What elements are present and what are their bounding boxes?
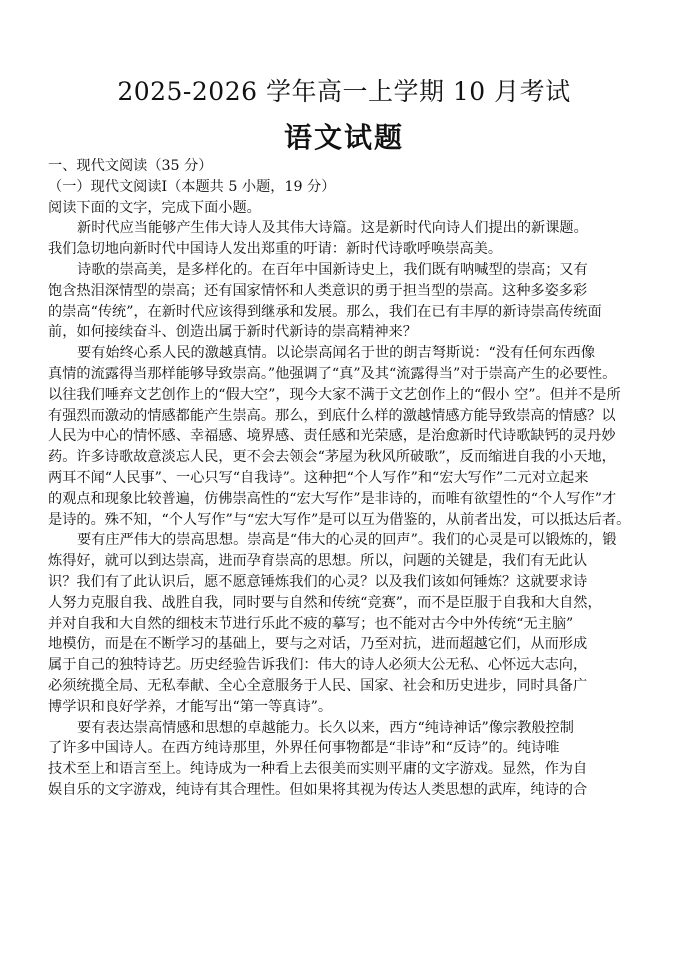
section-heading: 一、现代文阅读（35 分） bbox=[48, 158, 213, 174]
subject-title: 语文试题 bbox=[283, 121, 404, 154]
paragraph-line: 娱自乐的文字游戏，纯诗有其合理性。但如果将其视为传达人类思想的武库，纯诗的合 bbox=[48, 781, 588, 798]
instruction-text: 阅读下面的文字，完成下面小题。 bbox=[48, 199, 261, 216]
exam-title: 2025-2026 学年高一上学期 10 月考试 bbox=[117, 77, 571, 106]
paragraph-line: 两耳不闻“人民事”、一心只写“自我诗”。这种把“个人写作”和“宏大写作”二元对立起来 bbox=[48, 469, 589, 486]
paragraph-line: 药。许多诗歌故意淡忘人民，更不会去领会“茅屋为秋风所破歌”，反而缩进自我的小天地， bbox=[48, 449, 616, 466]
paragraph-line: 诗歌的崇高美，是多样化的。在百年中国新诗史上，我们既有呐喊型的崇高；又有 bbox=[77, 261, 588, 278]
paragraph-line: 人努力克服自我、战胜自我，同时要与自然和传统“竞赛”，而不是臣服于自我和大自然， bbox=[48, 594, 602, 611]
paragraph-line: 的观点和现象比较普遍，仿佛崇高性的“宏大写作”是非诗的，而唯有欲望性的“个人写作”才 bbox=[48, 490, 617, 507]
paragraph-line: 技术至上和语言至上。纯诗成为一种看上去很美而实则平庸的文字游戏。显然，作为自 bbox=[48, 761, 588, 778]
paragraph-line: 属于自己的独特诗艺。历史经验告诉我们：伟大的诗人必须大公无私、心怀远大志向， bbox=[48, 657, 588, 674]
paragraph-line: 要有庄严伟大的崇高思想。崇高是“伟大的心灵的回声”。我们的心灵是可以锻炼的，锻 bbox=[77, 532, 617, 549]
paragraph-line: 有强烈而激动的情感都能产生崇高。那么，到底什么样的激越情感方能导致崇高的情感？以 bbox=[48, 407, 616, 424]
paragraph-line: 必须统揽全局、无私奉献、全心全意服务于人民、国家、社会和历史进步，同时具备广 bbox=[48, 677, 588, 694]
paragraph-line: 的崇高“传统”，在新时代应该得到继承和发展。那么，我们在已有丰厚的新诗崇高传统面 bbox=[48, 303, 602, 320]
paragraph-line: 以往我们唾弃文艺创作上的“假大空”，现今大家不满于文艺创作上的“假小 空”。但并不是所 bbox=[48, 386, 621, 403]
paragraph-line: 博学识和良好学养，才能写出“第一等真诗”。 bbox=[48, 698, 333, 715]
paragraph-line: 炼得好，就可以到达崇高，进而孕育崇高的思想。所以，问题的关键是，我们有无此认 bbox=[48, 553, 588, 570]
paragraph-line: 新时代应当能够产生伟大诗人及其伟大诗篇。这是新时代向诗人们提出的新课题。 bbox=[77, 220, 588, 237]
paragraph-line: 真情的流露得当那样能够导致崇高。”他强调了“真”及其“流露得当”对于崇高产生的必要性。 bbox=[48, 365, 617, 382]
paragraph-line: 地模仿，而是在不断学习的基础上，要与之对话，乃至对抗，进而超越它们，从而形成 bbox=[48, 636, 588, 653]
paragraph-line: 前，如何接续奋斗、创造出属于新时代新诗的崇高精神来？ bbox=[48, 324, 417, 341]
paragraph-line: 人民为中心的情怀感、幸福感、境界感、责任感和光荣感，是治愈新时代诗歌缺钙的灵丹妙 bbox=[48, 428, 616, 445]
section-subheading: （一）现代文阅读Ⅰ（本题共 5 小题，19 分） bbox=[48, 178, 336, 195]
paragraph-line: 并对自我和大自然的细枝末节进行乐此不疲的摹写；也不能对古今中外传统“无主脑” bbox=[48, 615, 574, 632]
reading-passage bbox=[48, 156, 672, 801]
paragraph-line: 饱含热泪深情型的崇高；还有国家情怀和人类意识的勇于担当型的崇高。这种多姿多彩 bbox=[48, 282, 588, 299]
paragraph-line: 要有始终心系人民的激越真情。以论崇高闻名于世的朗吉弩斯说：“没有任何东西像 bbox=[77, 345, 596, 362]
paragraph-line: 了许多中国诗人。在西方纯诗那里，外界任何事物都是“非诗”和“反诗”的。纯诗唯 bbox=[48, 740, 560, 757]
paragraph-line: 是诗的。殊不知，“个人写作”与“宏大写作”是可以互为借鉴的，从前者出发，可以抵达后者。 bbox=[48, 511, 631, 528]
paragraph-line: 识？我们有了此认识后，愿不愿意锤炼我们的心灵？以及我们该如何锤炼？这就要求诗 bbox=[48, 573, 588, 590]
paragraph-line: 要有表达崇高情感和思想的卓越能力。长久以来，西方“纯诗神话”像宗教般控制 bbox=[77, 719, 574, 736]
paragraph-line: 我们急切地向新时代中国诗人发出郑重的吁请：新时代诗歌呼唤崇高美。 bbox=[48, 241, 503, 258]
